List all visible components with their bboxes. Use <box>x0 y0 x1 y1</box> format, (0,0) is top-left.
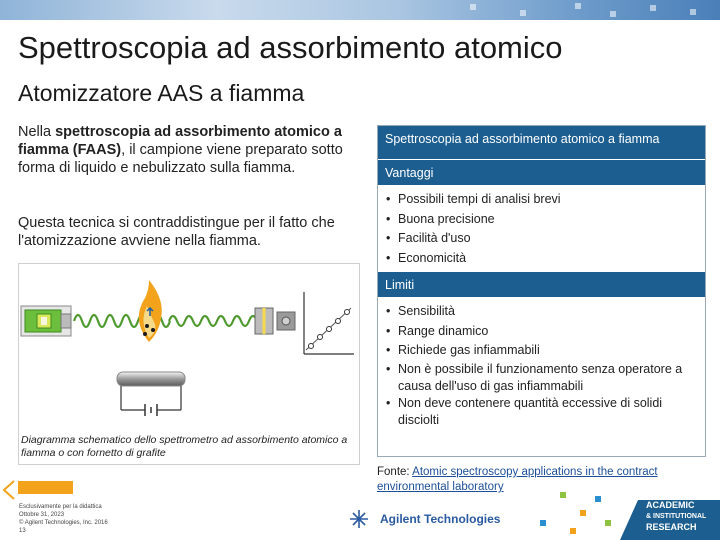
academic-research-logo <box>646 500 706 533</box>
agilent-brand: Agilent Technologies <box>380 512 501 526</box>
limits-list <box>378 298 705 433</box>
faas-schematic-illustration <box>19 264 359 434</box>
intro-bold-term: spettroscopia ad assorbimento atomico a fiamma (FAAS) <box>18 124 342 158</box>
advantages-list <box>378 186 705 272</box>
source-link[interactable]: Atomic spectroscopy applications in the contract environmental laboratory <box>377 466 658 493</box>
list-item: • Sensibilità <box>386 302 697 322</box>
list-item: • Non deve contenere quantità eccessive di solidi disciolti <box>386 395 697 429</box>
list-item: • Buona precisione <box>386 210 697 230</box>
page-subtitle: Atomizzatore AAS a fiamma <box>18 80 305 106</box>
limits-header: Limiti <box>378 272 705 298</box>
intro-paragraph <box>18 123 348 177</box>
footer-line: Esclusivamente per la didattica <box>19 504 102 510</box>
decor-square <box>560 492 566 498</box>
source-label: Fonte: <box>377 466 413 478</box>
advantages-header: Vantaggi <box>378 160 705 186</box>
academic-line: & INSTITUTIONAL <box>646 513 707 520</box>
decor-square <box>570 528 576 534</box>
decor-square <box>605 520 611 526</box>
footer-line: 13 <box>19 528 26 534</box>
figure-caption: Diagramma schematico dello spettrometro ad assorbimento atomico a fiamma o con fornetto di grafite <box>21 434 348 459</box>
list-item: • Richiede gas infiammabili <box>386 341 697 361</box>
footer-line: © Agilent Technologies, Inc. 2016 <box>19 520 108 526</box>
list-item: • Facilità d'uso <box>386 229 697 249</box>
decor-square <box>540 520 546 526</box>
faas-summary-panel <box>377 125 706 457</box>
footer-line: Ottobre 31, 2023 <box>19 512 65 518</box>
intro-text-2: , il campione viene preparato sotto forma di liquido e nebulizzato sulla fiamma. <box>18 142 343 176</box>
intro-paragraph-2: Questa tecnica si contraddistingue per il fatto che l'atomizzazione avviene nella fiamma. <box>18 215 335 249</box>
intro-text-1: Nella <box>18 124 56 140</box>
orange-accent-bar <box>18 481 73 494</box>
footer-info <box>19 503 108 535</box>
page-title: Spettroscopia ad assorbimento atomico <box>18 30 563 65</box>
list-item: • Non è possibile il funzionamento senza operatore a causa dell'uso di gas infiammabili <box>386 361 697 395</box>
spectrometer-diagram <box>18 263 360 465</box>
list-item: • Possibili tempi di analisi brevi <box>386 190 697 210</box>
source-citation <box>377 465 707 495</box>
list-item: • Economicità <box>386 249 697 269</box>
decor-square <box>595 496 601 502</box>
decor-square <box>580 510 586 516</box>
academic-line: RESEARCH <box>646 522 697 532</box>
list-item: • Range dinamico <box>386 322 697 342</box>
back-chevron-icon[interactable] <box>0 479 18 501</box>
academic-line: ACADEMIC <box>646 500 695 510</box>
panel-header: Spettroscopia ad assorbimento atomico a fiamma <box>378 126 705 160</box>
top-banner <box>0 0 720 20</box>
